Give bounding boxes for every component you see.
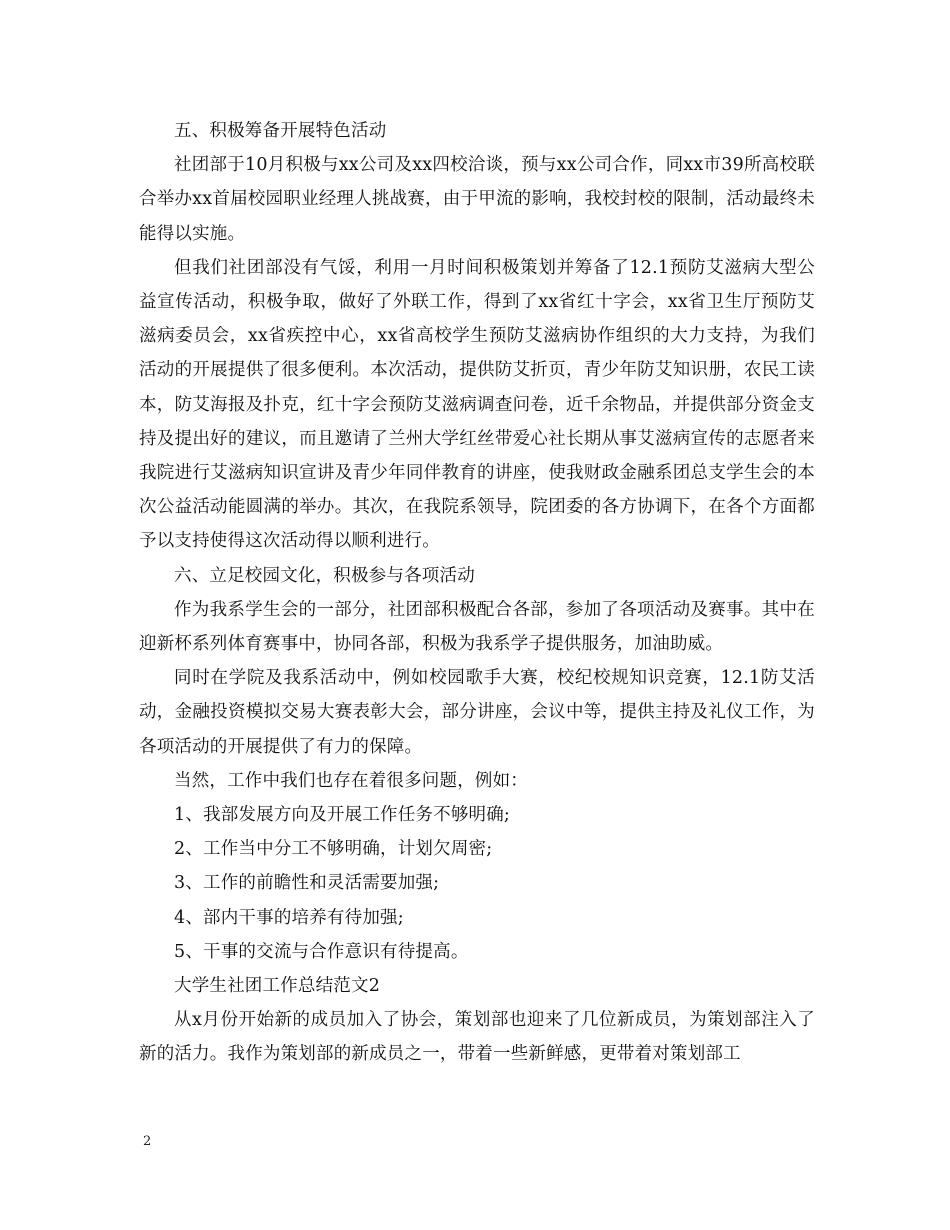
problem-item-2: 2、工作当中分工不够明确，计划欠周密; <box>174 839 493 860</box>
section-heading-6: 六、立足校园文化，积极参与各项活动 <box>174 565 475 586</box>
paragraph-student-union: 作为我系学生会的一部分，社团部积极配合各部，参加了各项活动及赛事。其中在迎新杯系列体育赛事中，协同各部，积极为我系学子提供服务，加油助威。 <box>139 599 815 655</box>
document-body <box>139 114 815 1072</box>
page-number: 2 <box>143 1134 152 1149</box>
paragraph-problems-intro: 当然，工作中我们也存在着很多问题，例如： <box>174 770 528 791</box>
paragraph-competition: 社团部于10月积极与xx公司及xx四校洽谈，预与xx公司合作，同xx市39所高校联合举办xx首届校园职业经理人挑战赛，由于甲流的影响，我校封校的限制，活动最终未能得以实施。 <box>139 155 815 244</box>
problem-item-5: 5、干事的交流与合作意识有待提高。 <box>174 941 469 962</box>
problem-item-3: 3、工作的前瞻性和灵活需要加强; <box>174 873 440 894</box>
paragraph-aids-campaign: 但我们社团部没有气馁，利用一月时间积极策划并筹备了12.1预防艾滋病大型公益宣传活动，积极争取，做好了外联工作，得到了xx省红十字会，xx省卫生厅预防艾滋病委员会，xx省疾控中心，xx省高校学生预防艾滋病协作组织的大力支持，为我们活动的开展提供了很多便利。本次活动，提供防艾折页，青少年防艾知识册，农民工读本，防艾海报及扑克，红十字会预防艾滋病调查问卷，近千余物品，并提供部分资金支持及提出好的建议，而且邀请了兰州大学红丝带爱心社长期从事艾滋病宣传的志愿者来我院进行艾滋病知识宣讲及青少年同伴教育的讲座，使我财政金融系团总支学生会的本次公益活动能圆满的举办。其次，在我院系领导，院团委的各方协调下，在各个方面都予以支持使得这次活动得以顺利进行。 <box>139 257 815 552</box>
article-title-2: 大学生社团工作总结范文2 <box>174 976 381 997</box>
section-heading-5: 五、积极筹备开展特色活动 <box>174 121 387 141</box>
problem-item-4: 4、部内干事的培养有待加强; <box>174 907 404 928</box>
paragraph-new-members: 从x月份开始新的成员加入了协会，策划部也迎来了几位新成员，为策划部注入了新的活力。我作为策划部的新成员之一，带着一些新鲜感，更带着对策划部工 <box>139 1010 815 1065</box>
problem-item-1: 1、我部发展方向及开展工作任务不够明确; <box>174 805 511 826</box>
paragraph-college-activities: 同时在学院及我系活动中，例如校园歌手大赛，校纪校规知识竞赛，12.1防艾活动，金融投资模拟交易大赛表彰大会，部分讲座，会议中等，提供主持及礼仪工作，为各项活动的开展提供了有力的保障。 <box>139 668 815 757</box>
